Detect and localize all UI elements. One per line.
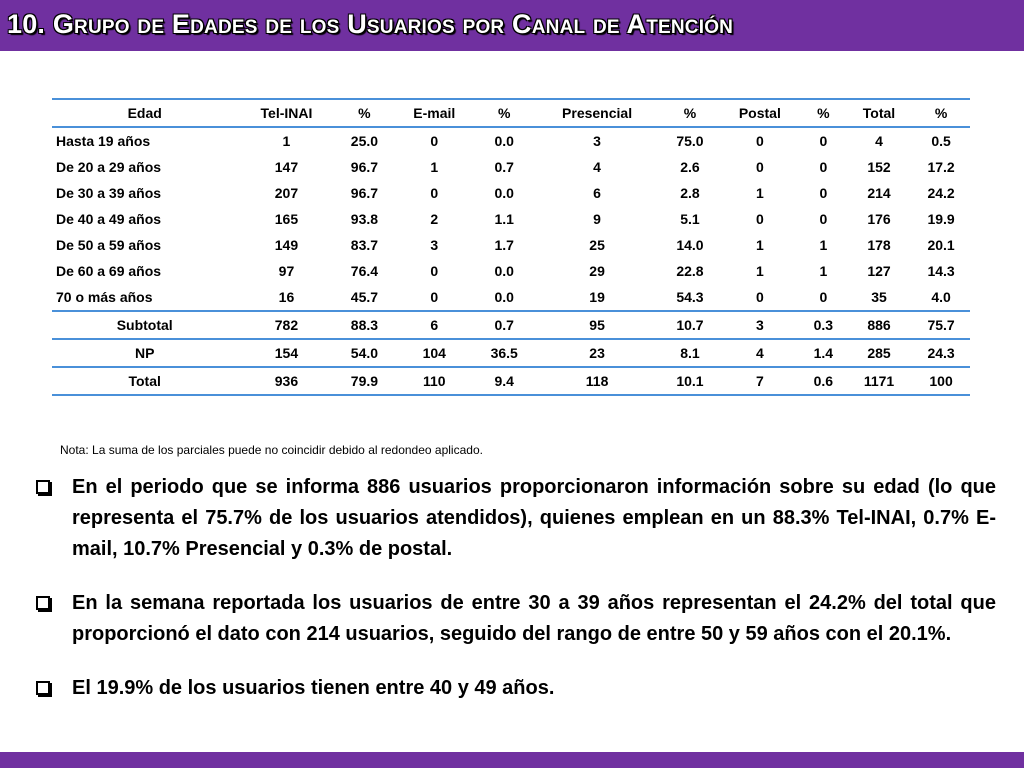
- row-label: De 60 a 69 años: [56, 263, 162, 279]
- column-header: E-mail: [393, 99, 475, 127]
- table-cell: 24.3: [912, 339, 970, 367]
- table-cell: 19: [589, 289, 605, 305]
- table-cell: 104: [393, 339, 475, 367]
- table-cell: 23: [533, 339, 661, 367]
- table-cell: 95: [533, 311, 661, 339]
- bullet-text: El 19.9% de los usuarios tienen entre 40 y 49 años.: [72, 677, 555, 699]
- table-cell: 2.6: [680, 159, 700, 175]
- table-cell: 1: [755, 263, 764, 279]
- table-cell: 1: [282, 133, 291, 149]
- summary-row: [52, 311, 970, 339]
- checkbox-bullet-icon: [36, 480, 50, 494]
- table-cell: 0.0: [494, 289, 514, 305]
- table-cell: 8.1: [661, 339, 719, 367]
- table-cell: 3: [430, 237, 439, 253]
- table-cell: 29: [589, 263, 605, 279]
- table-cell: 118: [533, 367, 661, 395]
- table-cell: 0: [755, 211, 764, 227]
- table-cell: 76.4: [350, 263, 379, 279]
- table-cell: 4.0: [931, 289, 951, 305]
- age-channel-table: [52, 98, 970, 396]
- table-cell: 0.7: [475, 311, 533, 339]
- table-cell: 0.5: [931, 133, 951, 149]
- table-cell: 165: [274, 211, 299, 227]
- table-body: [52, 127, 970, 395]
- column-header: %: [661, 99, 719, 127]
- table-row: [52, 154, 970, 180]
- table-row: [52, 180, 970, 206]
- table-cell: 176: [867, 211, 891, 227]
- table-cell: 36.5: [475, 339, 533, 367]
- checkbox-bullet-icon: [36, 681, 50, 695]
- table-row: [52, 206, 970, 232]
- list-item: [34, 588, 996, 650]
- row-label: De 30 a 39 años: [56, 185, 162, 201]
- table-cell: 4: [875, 133, 883, 149]
- table-cell: 25: [589, 237, 605, 253]
- table-cell: 9.4: [475, 367, 533, 395]
- table-cell: 1: [430, 159, 439, 175]
- table-cell: 96.7: [350, 185, 379, 201]
- table-cell: 79.9: [336, 367, 394, 395]
- table-cell: 1: [755, 185, 764, 201]
- table-cell: 54.3: [676, 289, 704, 305]
- bottom-bar: [0, 752, 1024, 768]
- column-header: %: [912, 99, 970, 127]
- table-cell: 1.4: [801, 339, 846, 367]
- table-cell: 152: [867, 159, 891, 175]
- table-cell: 782: [237, 311, 335, 339]
- table-cell: 147: [274, 159, 299, 175]
- table-row: [52, 232, 970, 258]
- table-cell: 75.7: [912, 311, 970, 339]
- table-cell: 0.3: [801, 311, 846, 339]
- table-cell: 22.8: [676, 263, 704, 279]
- page-title: 10. Grupo de Edades de los Usuarios por Canal de Atención: [7, 9, 734, 39]
- row-label: De 40 a 49 años: [56, 211, 162, 227]
- table-cell: 154: [237, 339, 335, 367]
- column-header: Tel-INAI: [237, 99, 335, 127]
- table-cell: 0: [430, 263, 439, 279]
- table-cell: 0.7: [494, 159, 514, 175]
- row-label: De 20 a 29 años: [56, 159, 162, 175]
- table-cell: 2: [430, 211, 439, 227]
- table-cell: 20.1: [927, 237, 955, 253]
- column-header: %: [801, 99, 846, 127]
- table-cell: 110: [393, 367, 475, 395]
- table-cell: 0.6: [801, 367, 846, 395]
- table-cell: 1: [819, 263, 828, 279]
- table-cell: 0.0: [494, 133, 514, 149]
- bullet-text: En la semana reportada los usuarios de entre 30 a 39 años representan el 24.2% del total que proporcionó el dato con 214 usuarios, seguido del rango de entre 50 y 59 años con el 20.1%.: [72, 592, 996, 645]
- table-cell: 19.9: [927, 211, 955, 227]
- table-cell: 0.0: [494, 263, 514, 279]
- table-cell: 0: [819, 133, 828, 149]
- summary-row: [52, 367, 970, 395]
- table-cell: 0: [755, 159, 764, 175]
- table-row: [52, 127, 970, 154]
- table-cell: 4: [719, 339, 801, 367]
- title-bar: [0, 0, 1024, 51]
- table-cell: 24.2: [927, 185, 955, 201]
- table-row: [52, 284, 970, 311]
- table-cell: 3: [719, 311, 801, 339]
- table-header-row: [52, 99, 970, 127]
- table-cell: 2.8: [680, 185, 700, 201]
- table-cell: 100: [912, 367, 970, 395]
- table-cell: 14.3: [927, 263, 955, 279]
- column-header: %: [475, 99, 533, 127]
- table-cell: 3: [593, 133, 601, 149]
- column-header: Postal: [719, 99, 801, 127]
- table-cell: 0: [430, 289, 439, 305]
- table-cell: 1.7: [494, 237, 514, 253]
- table-cell: 83.7: [350, 237, 379, 253]
- table-cell: 7: [719, 367, 801, 395]
- table-cell: 0: [755, 289, 764, 305]
- table-cell: 97: [278, 263, 295, 279]
- table-cell: 88.3: [336, 311, 394, 339]
- table-cell: 54.0: [336, 339, 394, 367]
- table-cell: 149: [274, 237, 299, 253]
- table-cell: 285: [846, 339, 912, 367]
- table-cell: 4: [593, 159, 601, 175]
- table-cell: 1.1: [494, 211, 514, 227]
- table-cell: 35: [871, 289, 887, 305]
- table-cell: 214: [867, 185, 891, 201]
- table-cell: 75.0: [676, 133, 704, 149]
- row-label: NP: [52, 339, 237, 367]
- table-cell: 1: [819, 237, 828, 253]
- table-cell: 936: [237, 367, 335, 395]
- column-header: Presencial: [533, 99, 661, 127]
- table-cell: 17.2: [927, 159, 955, 175]
- bullet-list: [34, 472, 996, 727]
- table-cell: 1171: [846, 367, 912, 395]
- column-header: Edad: [52, 99, 237, 127]
- table-cell: 10.7: [661, 311, 719, 339]
- bullet-text: En el periodo que se informa 886 usuarios proporcionaron información sobre su edad (lo que representa el 75.7% de los usuarios atendidos), quienes emplean en un 88.3% Tel-INAI, 0.7% E-mail, 10.7% Presencial y 0.3% de postal.: [72, 476, 996, 560]
- table-cell: 6: [593, 185, 601, 201]
- row-label: Hasta 19 años: [56, 133, 151, 149]
- summary-row: [52, 339, 970, 367]
- column-header: %: [336, 99, 394, 127]
- table-cell: 1: [755, 237, 764, 253]
- table-cell: 16: [278, 289, 295, 305]
- table-cell: 96.7: [350, 159, 379, 175]
- table-cell: 6: [393, 311, 475, 339]
- table-cell: 5.1: [680, 211, 700, 227]
- table-cell: 45.7: [350, 289, 379, 305]
- table-cell: 127: [867, 263, 891, 279]
- table-cell: 0: [819, 211, 828, 227]
- table-cell: 0: [819, 185, 828, 201]
- row-label: De 50 a 59 años: [56, 237, 162, 253]
- table-cell: 0.0: [494, 185, 514, 201]
- table-cell: 10.1: [661, 367, 719, 395]
- table-cell: 886: [846, 311, 912, 339]
- table-cell: 14.0: [676, 237, 704, 253]
- row-label: 70 o más años: [56, 289, 153, 305]
- row-label: Total: [52, 367, 237, 395]
- table-note: Nota: La suma de los parciales puede no coincidir debido al redondeo aplicado.: [60, 443, 483, 457]
- table-cell: 9: [593, 211, 601, 227]
- column-header: Total: [846, 99, 912, 127]
- table-row: [52, 258, 970, 284]
- list-item: [34, 673, 996, 704]
- row-label: Subtotal: [52, 311, 237, 339]
- list-item: [34, 472, 996, 565]
- table-cell: 0: [755, 133, 764, 149]
- checkbox-bullet-icon: [36, 596, 50, 610]
- table-cell: 0: [430, 185, 439, 201]
- table-cell: 25.0: [350, 133, 379, 149]
- table-cell: 0: [430, 133, 439, 149]
- table-cell: 178: [867, 237, 891, 253]
- table-cell: 207: [274, 185, 299, 201]
- table-cell: 93.8: [350, 211, 379, 227]
- table-cell: 0: [819, 289, 828, 305]
- table-cell: 0: [819, 159, 828, 175]
